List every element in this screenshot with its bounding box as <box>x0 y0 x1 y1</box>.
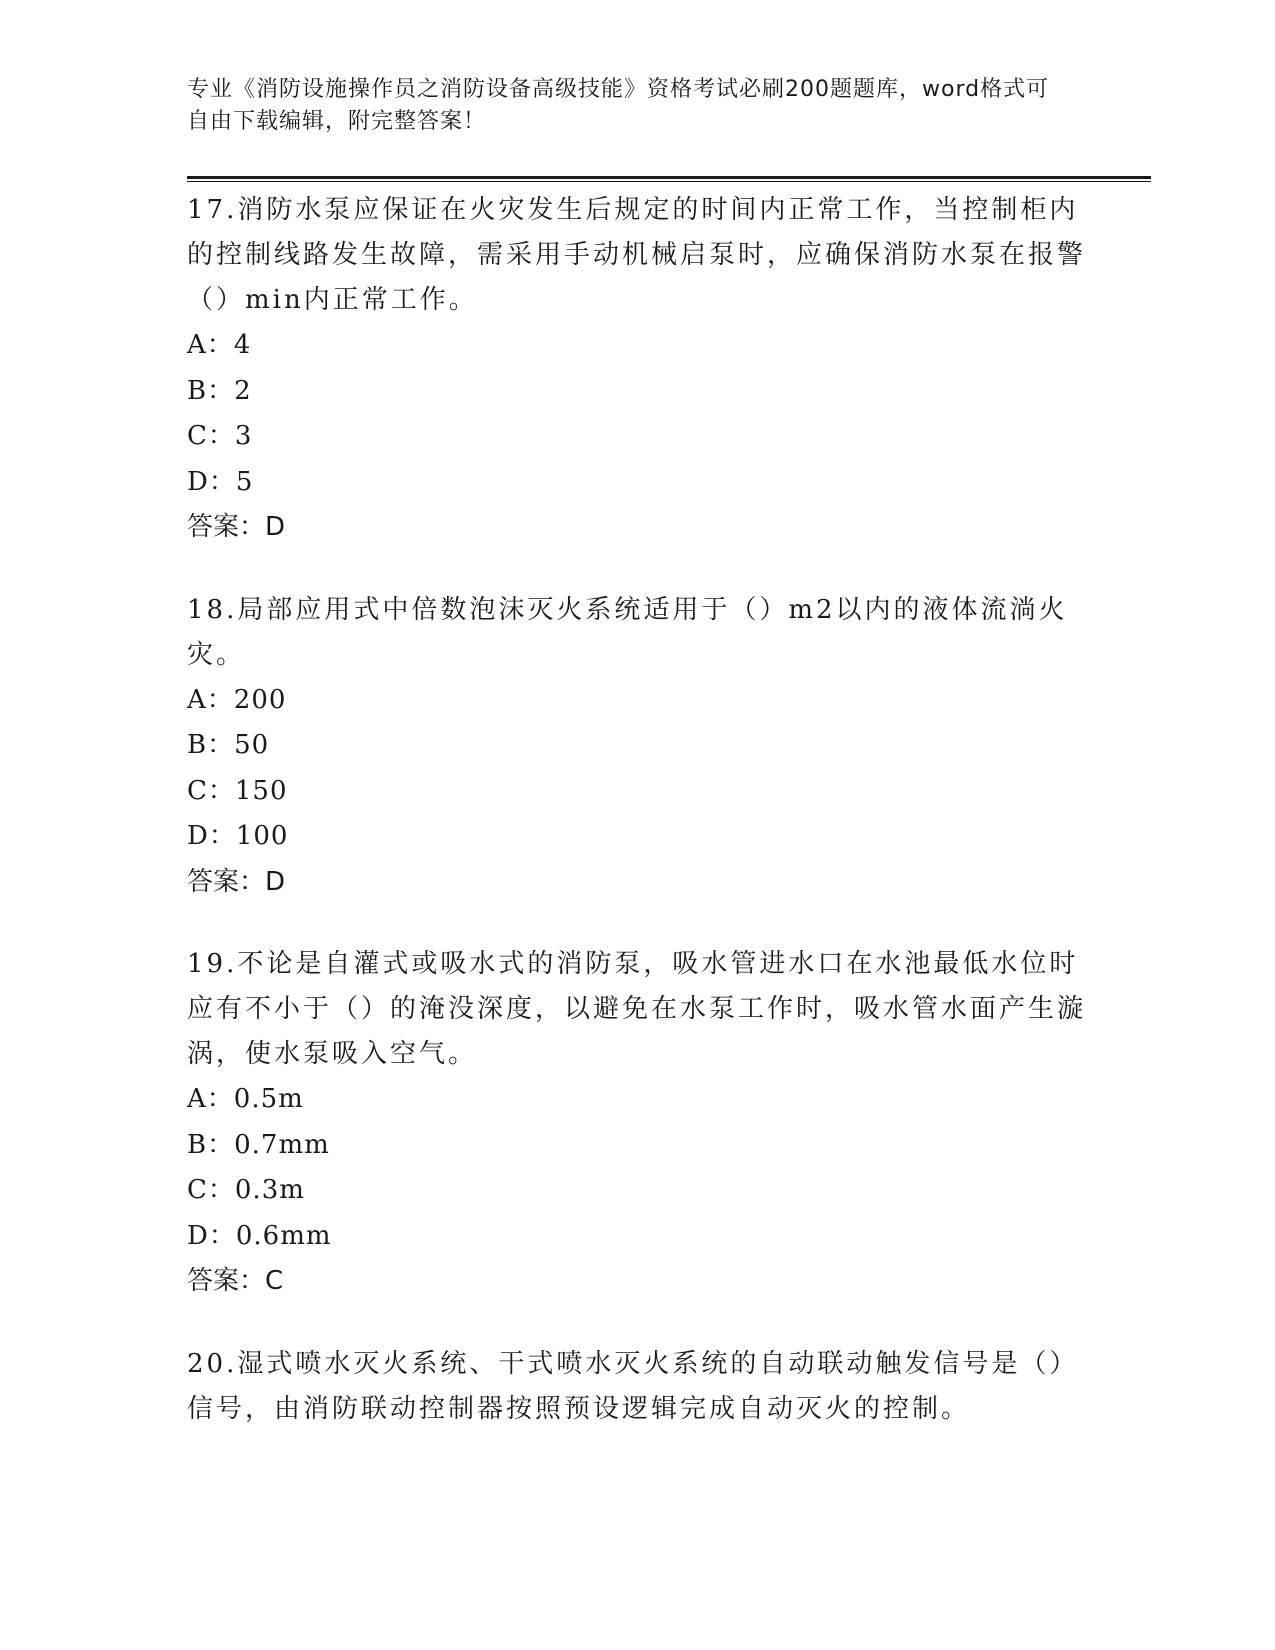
header-divider-thin <box>187 181 1151 182</box>
question-stem: 18.局部应用式中倍数泡沫灭火系统适用于（）m2以内的液体流淌火灾。 <box>187 594 1068 670</box>
question-list <box>187 188 1087 1469</box>
option-c: C：0.3m <box>187 1175 305 1205</box>
question-stem: 19.不论是自灌式或吸水式的消防泵，吸水管进水口在水池最低水位时应有不小于（）的淹没深度，以避免在水泵工作时，吸水管水面产生漩涡，使水泵吸入空气。 <box>187 949 1087 1069</box>
option-d: D：0.6mm <box>187 1220 332 1251</box>
option-d: D：5 <box>187 466 254 497</box>
option-b: B：0.7mm <box>187 1129 330 1160</box>
option-b: B：2 <box>187 375 252 406</box>
answer-line: 答案：D <box>187 866 286 897</box>
question-19 <box>187 942 1087 1305</box>
document-header: 专业《消防设施操作员之消防设备高级技能》资格考试必刷200题题库，word格式可自由下载编辑，附完整答案！ <box>187 77 1050 134</box>
question-20 <box>187 1342 1087 1432</box>
question-18 <box>187 588 1087 906</box>
option-a: A：0.5m <box>187 1084 304 1114</box>
option-b: B：50 <box>187 730 270 760</box>
option-c: C：150 <box>187 775 288 806</box>
answer-line: 答案：D <box>187 512 286 542</box>
option-d: D：100 <box>187 821 289 851</box>
question-stem: 17.消防水泵应保证在火灾发生后规定的时间内正常工作，当控制柜内的控制线路发生故障，需采用手动机械启泵时，应确保消防水泵在报警（）min内正常工作。 <box>187 195 1087 315</box>
option-c: C：3 <box>187 421 253 451</box>
question-17 <box>187 188 1087 551</box>
option-a: A：4 <box>187 330 252 360</box>
header-divider <box>187 176 1151 179</box>
question-stem: 20.湿式喷水灭火系统、干式喷水灭火系统的自动联动触发信号是（）信号，由消防联动控制器按照预设逻辑完成自动灭火的控制。 <box>187 1348 1079 1424</box>
option-a: A：200 <box>187 684 287 715</box>
answer-line: 答案：C <box>187 1266 284 1296</box>
